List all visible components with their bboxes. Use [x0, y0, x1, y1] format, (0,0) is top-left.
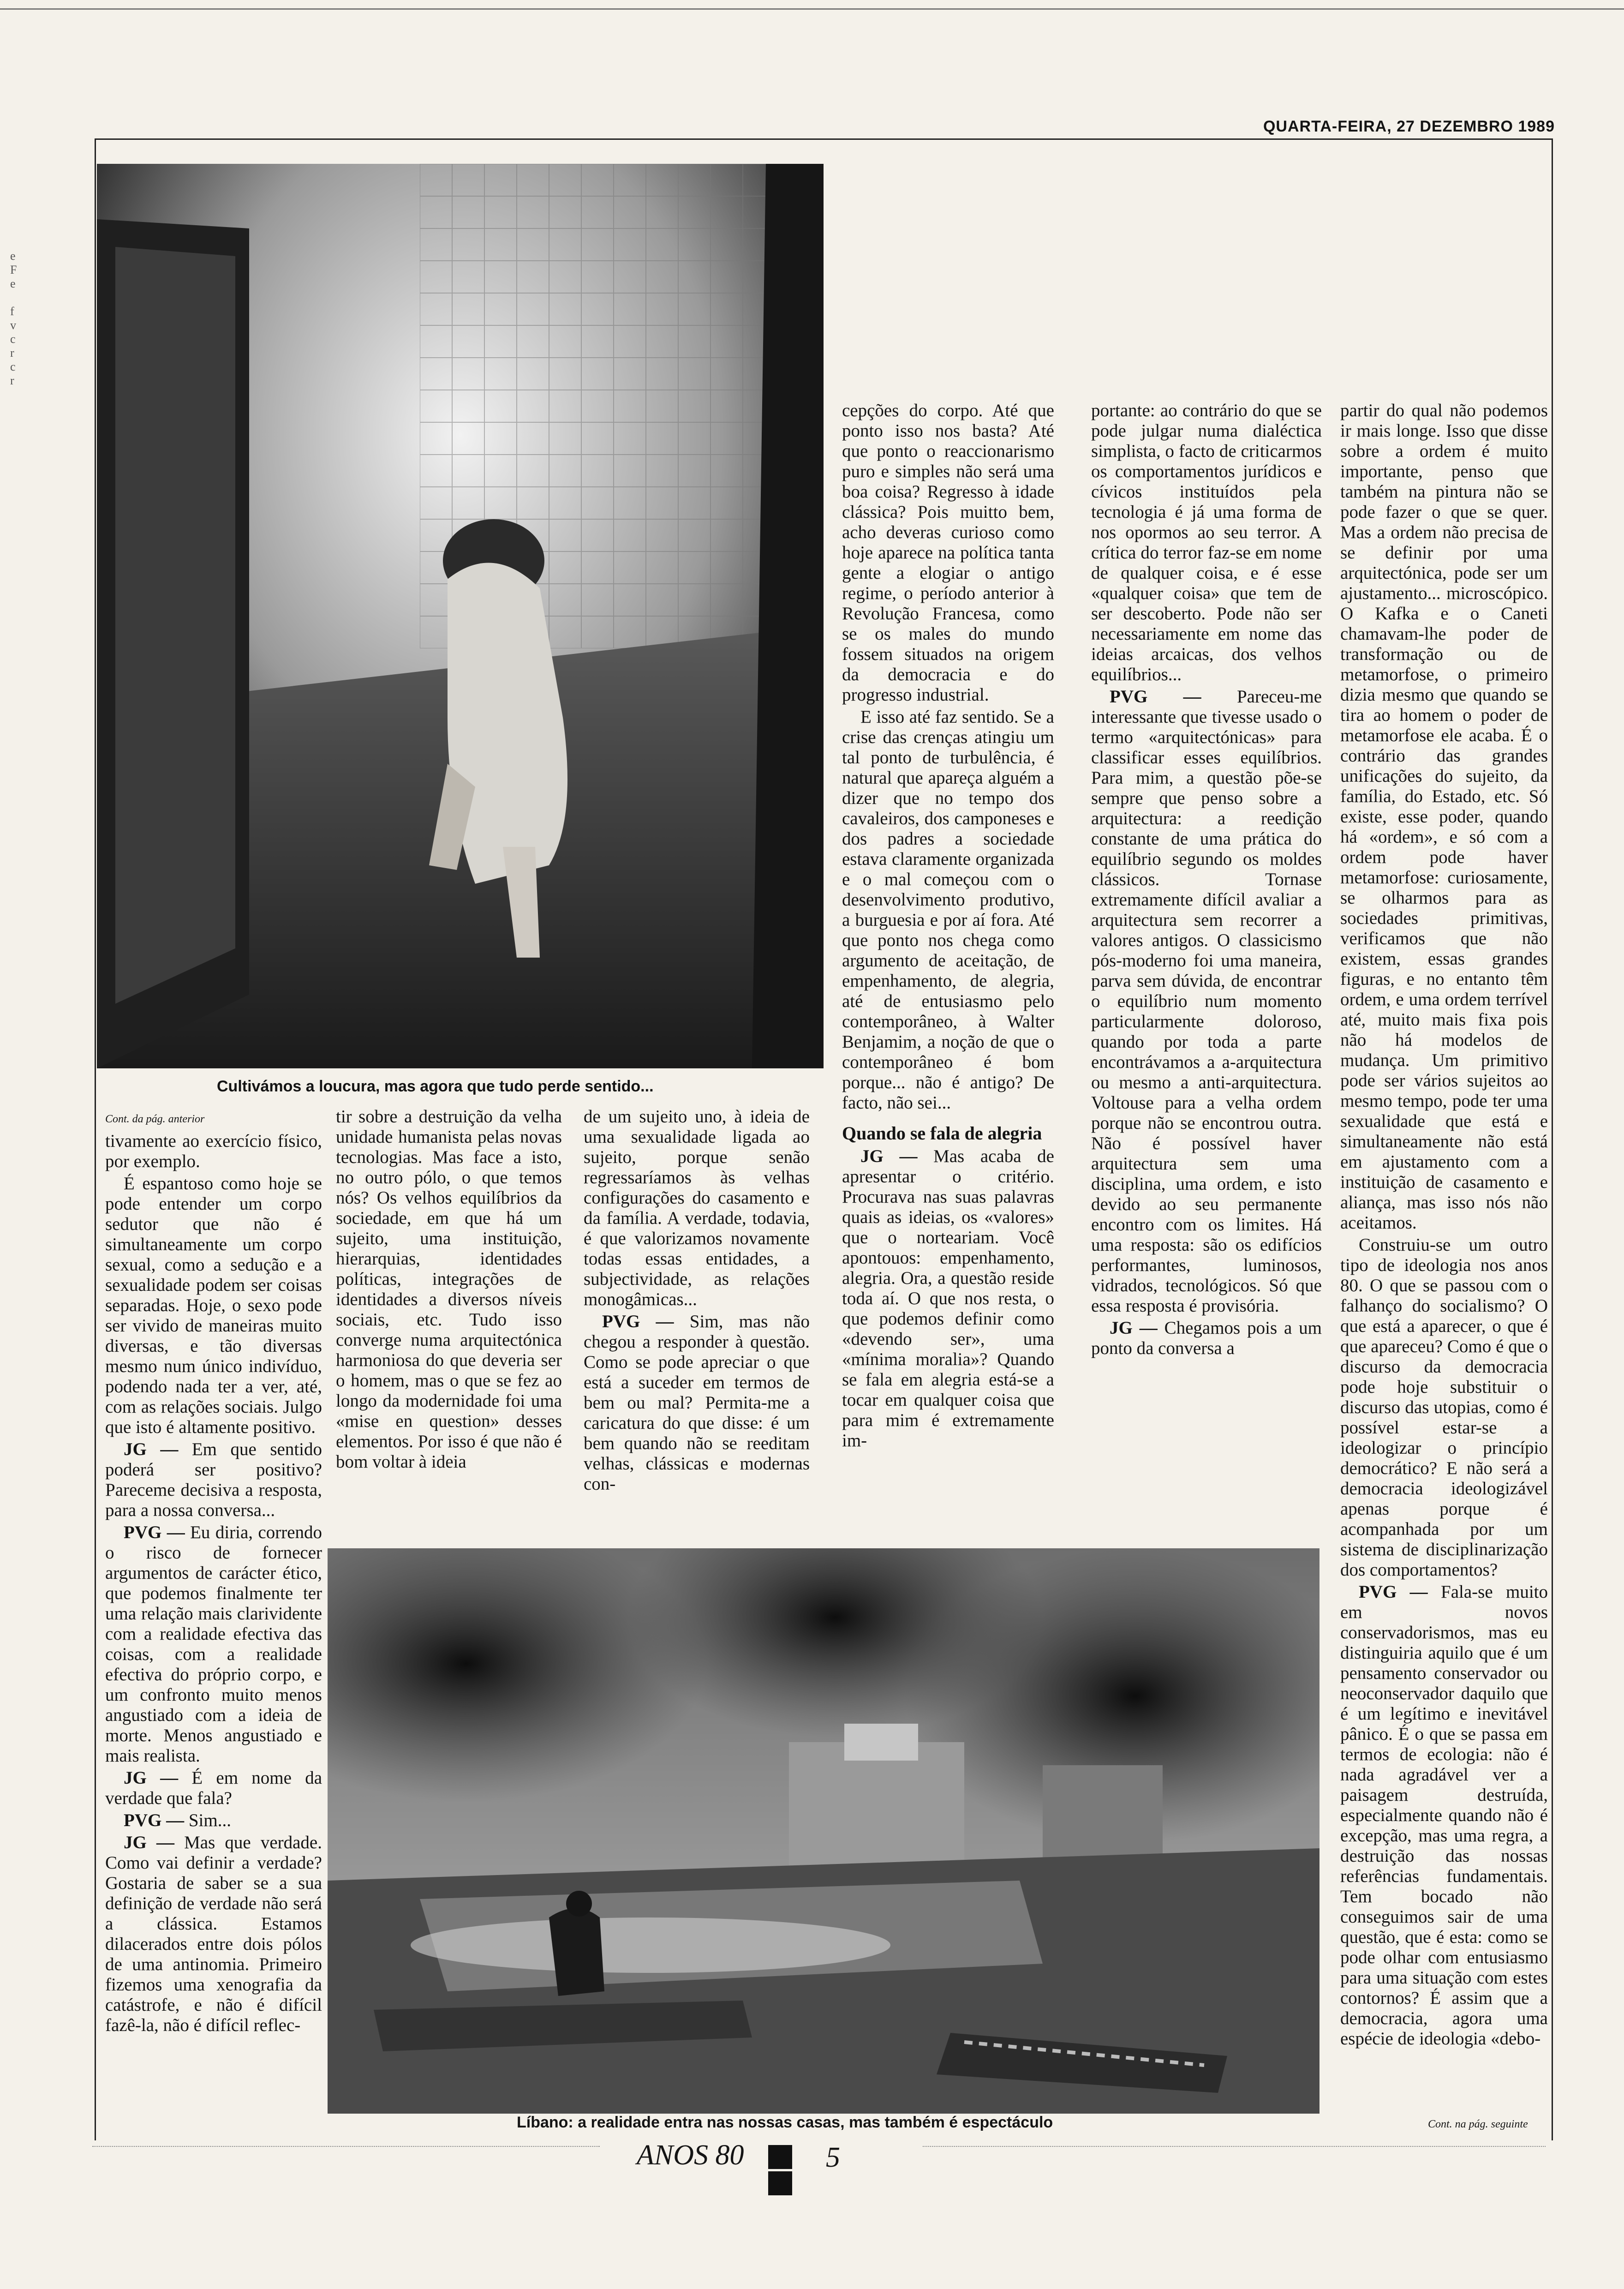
qa-paragraph: JG — Em que sentido poderá ser positivo? Pareceme decisiva a resposta, para a nossa conversa...: [105, 1439, 322, 1520]
paragraph: tir sobre a destruição da velha unidade humanista pelas novas tecnologias. Mas face a isto, no outro pólo, o que temos nós? Os velhos equilíbrios da sociedade, em que há um sujeito, uma instituição, hierarquias, identidades políticas, integrações de identidades a diversos níveis sociais, etc. Tudo isso converge numa arquitectónica harmoniosa do que deveria ser o homem, mas o que se fez ao longo da modernidade foi uma «mise en question» desses elementos. Por isso é que não é bom voltar à ideia: [336, 1107, 562, 1472]
column-6: [1340, 401, 1548, 2051]
speaker-label: JG —: [1110, 1318, 1158, 1338]
paragraph: tivamente ao exercício físico, por exemplo.: [105, 1131, 322, 1171]
speaker-label: PVG —: [1110, 687, 1201, 707]
paragraph: E isso até faz sentido. Se a crise das crenças atingiu um tal ponto de turbulência, é natural que apareça alguém a dizer que no tempo dos cavaleiros, dos camponeses e dos padres a sociedade estava claramente organizada e o mal começou com o desenvolvimento produtivo, a burguesia e por aí fora. Até que ponto nos chega como argumento de aceitação, de empenhamento, de alegria, até de entusiasmo pelo contemporâneo, à Walter Benjamim, a noção de que o contemporâneo é bom porque... não é antigo? De facto, não sei...: [842, 707, 1054, 1113]
qa-paragraph: JG — É em nome da verdade que fala?: [105, 1768, 322, 1808]
speaker-label: JG —: [124, 1768, 179, 1788]
newspaper-logo: [768, 2145, 821, 2172]
footer-rule-left: [92, 2146, 600, 2147]
subheading: Quando se fala de alegria: [842, 1123, 1042, 1144]
photo-caption-top: Cultivámos a loucura, mas agora que tudo perde sentido...: [217, 1078, 654, 1095]
column-2: [336, 1107, 562, 1474]
speaker-label: JG —: [860, 1146, 918, 1166]
speaker-label: PVG —: [1359, 1582, 1428, 1602]
column-5: [1091, 401, 1322, 1360]
qa-paragraph: PVG — Sim, mas não chegou a responder à questão. Como se pode apreciar o que está a suceder em termos de bem ou mal? Permita-me a caricatura do que disse: é um bem quando não se reeditam velhas, clássicas e modernas con-: [584, 1312, 810, 1494]
speaker-label: PVG —: [124, 1522, 185, 1542]
column-1: [105, 1107, 322, 2037]
column-3: [584, 1107, 810, 1496]
continued-next-note: Cont. na pág. seguinte: [1428, 2118, 1528, 2130]
margin-marks: e F e f v c r c r: [10, 249, 17, 387]
paragraph: É espantoso como hoje se pode entender um corpo sedutor que não é simultaneamente um corpo sexual, como a sedução e a sexualidade podem ser coisas separadas. Hoje, o sexo pode ser vivido de maneiras muito diversas, e tão diversas mesmo num único indivíduo, podendo nada ter a ver, até, com as relações sociais. Julgo que isto é altamente positivo.: [105, 1174, 322, 1437]
dateline: QUARTA-FEIRA, 27 DEZEMBRO 1989: [1263, 118, 1555, 135]
speaker-label: PVG —: [124, 1810, 185, 1830]
column-4: [842, 401, 1054, 1453]
speaker-label: JG —: [124, 1833, 174, 1852]
photo-seated-figure: [97, 164, 824, 1068]
paragraph: cepções do corpo. Até que ponto isso nos basta? Até que ponto o reaccionarismo puro e simples não será uma boa coisa? Regresso à idade clássica? Pois muitto bem, acho deveras curioso como hoje aparece na política tanta gente a elogiar o antigo regime, o período anterior à Revolução Francesa, como se os males do mundo fossem situados na origem da democracia e do progresso industrial.: [842, 401, 1054, 705]
section-label: ANOS 80: [637, 2139, 744, 2171]
paragraph: de um sujeito uno, à ideia de uma sexualidade ligada ao sujeito, porque senão regressaríamos às velhas configurações do casamento e da família. A verdade, todavia, é que valorizamos novamente todas essas entidades, a subjectividade, as relações monogâmicas...: [584, 1107, 810, 1309]
qa-paragraph: JG — Mas que verdade. Como vai definir a verdade? Gostaria de saber se a sua definição de verdade não será a clássica. Estamos dilacerados entre dois pólos de uma antinomia. Primeiro fizemos uma xenografia da catástrofe, e não é difícil fazê-la, não é difícil reflec-: [105, 1833, 322, 2035]
photo-lebanon-ruins: [328, 1548, 1320, 2114]
qa-paragraph: PVG — Sim...: [124, 1810, 231, 1830]
speaker-label: JG —: [124, 1439, 179, 1459]
photo-caption-bottom: Líbano: a realidade entra nas nossas casas, mas também é espectáculo: [517, 2114, 1053, 2131]
paragraph: partir do qual não podemos ir mais longe. Isso que disse sobre a ordem é muito importante, penso que também na pintura não se pode fazer o que se quer. Mas a ordem não precisa de se definir por uma arquitectónica, pode ser um ajustamento... microscópico. O Kafka e o Caneti chamavam-lhe poder de transformação ou de metamorfose, o primeiro dizia mesmo que quando se tira ao homem o poder de metamorfose ele acaba. É o contrário das grandes unificações do sujeito, da família, do Estado, etc. Só existe, esse poder, quando há «ordem», e só com a ordem pode haver metamorfose: curiosamente, se olharmos para as sociedades primitivas, verificamos que não existem, essas grandes figuras, e no entanto têm ordem, e uma ordem terrível até, muito mais fixa pois não há modelos de mudança. Um primitivo pode ser vários sujeitos ao mesmo tempo, pode ter uma sexualidade que está e simultaneamente não está em ajustamento com a instituição de casamento e aliança, mas isso nós não aceitamos.: [1340, 401, 1548, 1233]
paragraph: Construiu-se um outro tipo de ideologia nos anos 80. O que se passou com o falhanço do socialismo? O que está a aparecer, o que é que apareceu? Como é que o discurso da democracia pode hoje substituir o discurso das utopias, como é possível estar-se a ideologizar o princípio democrático? E não será a democracia ideologizável apenas porque é acompanhada por um sistema de disciplinarização dos comportamentos?: [1340, 1235, 1548, 1580]
qa-paragraph: PVG — Pareceu-me interessante que tivesse usado o termo «arquitectónicas» para classificar esses equilíbrios. Para mim, a questão põe-se sempre que penso sobre a arquitectura: a reedição constante de uma prática do equilíbrio segundo os moldes clássicos. Tornase extremamente difícil avaliar a arquitectura sem recorrer a valores antigos. O classicismo pós-moderno foi uma maneira, parva sem dúvida, de encontrar o equilíbrio num momento particularmente doloroso, quando por toda a parte encontrávamos a a-arquitectura ou mesmo a anti-arquitectura. Voltouse para a velha ordem porque não se encontrou outra. Não é possível haver arquitectura sem uma disciplina, uma ordem, e isto devido ao seu permanente encontro com os limites. Há uma resposta: são os edifícios performantes, luminosos, vidrados, tecnológicos. Só que essa resposta é provisória.: [1091, 687, 1322, 1316]
top-rule: [0, 8, 1624, 10]
speaker-label: PVG —: [602, 1312, 674, 1331]
footer-rule-right: [923, 2146, 1546, 2147]
page-number: 5: [826, 2142, 840, 2173]
qa-paragraph: JG — Mas acaba de apresentar o critério. Procurava nas suas palavras quais as ideias, os «valores» que o norteariam. Você apontouos: empenhamento, alegria. Ora, a questão reside toda aí. O que nos resta, o que podemos definir como «devendo ser», uma «mínima moralia»? Quando se fala em alegria está-se a tocar em qualquer coisa que para mim é extremamente im-: [842, 1146, 1054, 1450]
qa-paragraph: JG — Chegamos pois a um ponto da conversa a: [1091, 1318, 1322, 1358]
qa-paragraph: PVG — Eu diria, correndo o risco de fornecer argumentos de carácter ético, que podemos finalmente ter uma relação mais clarividente com a realidade efectiva das coisas, com a realidade efectiva do próprio corpo, e um confronto muito menos angustiado com a ideia de morte. Menos angustiado e mais realista.: [105, 1522, 322, 1766]
paragraph: portante: ao contrário do que se pode julgar numa dialéctica simplista, o facto de criticarmos os comportamentos jurídicos e cívicos instituídos pela tecnologia é já uma forma de nos opormos ao seu terror. A crítica do terror faz-se em nome de qualquer coisa, e é esse «qualquer coisa» que tem de ser descoberto. Pode não ser necessariamente em nome das ideias arcaicas, dos velhos equilíbrios...: [1091, 401, 1322, 684]
continued-from-note: Cont. da pág. anterior: [105, 1113, 205, 1125]
qa-paragraph: PVG — Fala-se muito em novos conservadorismos, mas eu distinguiria aquilo que é um pensamento conservador ou neoconservador daquilo que é um legítimo e inevitável pânico. É o que se passa em termos de ecologia: não é nada agradável ver a paisagem destruída, especialmente quando não é excepção, mas uma regra, a destruição das nossas referências fundamentais. Tem bocado não conseguimos sair de uma questão, que é esta: como se pode olhar com entusiasmo para uma situação com estes contornos? É assim que a democracia, agora uma espécie de ideologia «debo-: [1340, 1582, 1548, 2049]
